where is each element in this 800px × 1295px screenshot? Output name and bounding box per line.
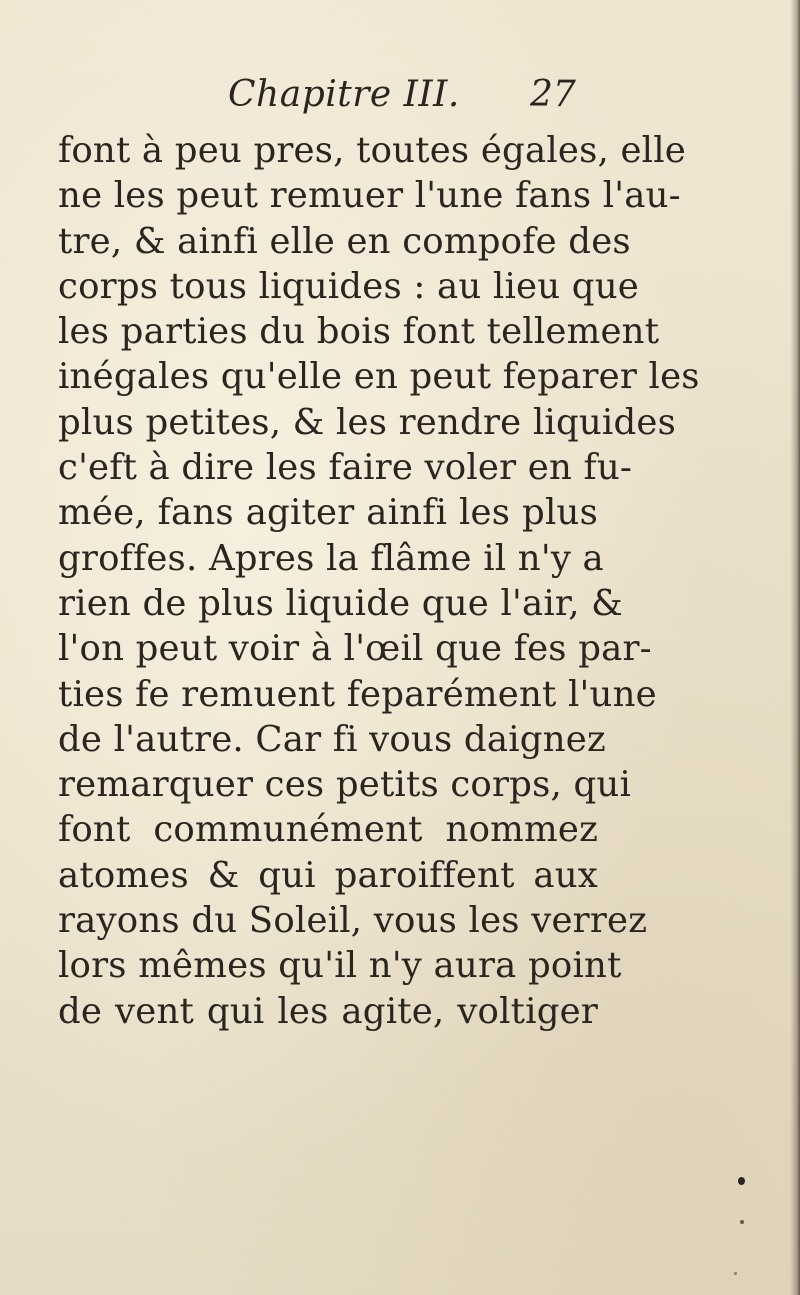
text-line: mée, fans agiter ainfi les plus [58, 492, 598, 534]
page-edge-shadow [790, 0, 800, 1295]
text-line: atomes & qui paroiffent aux [58, 854, 598, 896]
text-line: de vent qui les agite, voltiger [58, 990, 598, 1032]
text-line: rayons du Soleil, vous les verrez [58, 900, 648, 942]
text-line: font à peu pres, toutes égales, elle [58, 130, 686, 171]
text-line: les parties du bois font tellement [58, 311, 660, 353]
text-line: corps tous liquides : au lieu que [58, 265, 639, 307]
page-number: 27 [530, 74, 576, 115]
text-line: ne les peut remuer l'une fans l'au- [58, 175, 681, 217]
text-line: rien de plus liquide que l'air, & [58, 582, 623, 624]
text-line: font communément nommez [58, 809, 598, 851]
text-line: groffes. Apres la flâme il n'y a [58, 537, 604, 579]
text-line: c'eft à dire les faire voler en fu- [58, 447, 633, 489]
running-head: Chapitre III. [228, 74, 460, 115]
text-line: tre, & ainfi elle en compofe des [58, 220, 631, 262]
text-line: de l'autre. Car fi vous daignez [58, 718, 606, 760]
body-text [58, 128, 700, 1034]
ink-speck [734, 1272, 737, 1275]
text-line: plus petites, & les rendre liquides [58, 401, 677, 443]
ink-speck [740, 1220, 744, 1224]
ink-speck [738, 1177, 745, 1185]
text-line: lors mêmes qu'il n'y aura point [58, 945, 622, 987]
text-line: l'on peut voir à l'œil que fes par- [58, 628, 652, 670]
text-line: inégales qu'elle en peut feparer les [58, 356, 700, 398]
text-line: remarquer ces petits corps, qui [58, 764, 632, 806]
page-header [0, 74, 800, 124]
text-line: ties fe remuent feparément l'une [58, 673, 657, 715]
